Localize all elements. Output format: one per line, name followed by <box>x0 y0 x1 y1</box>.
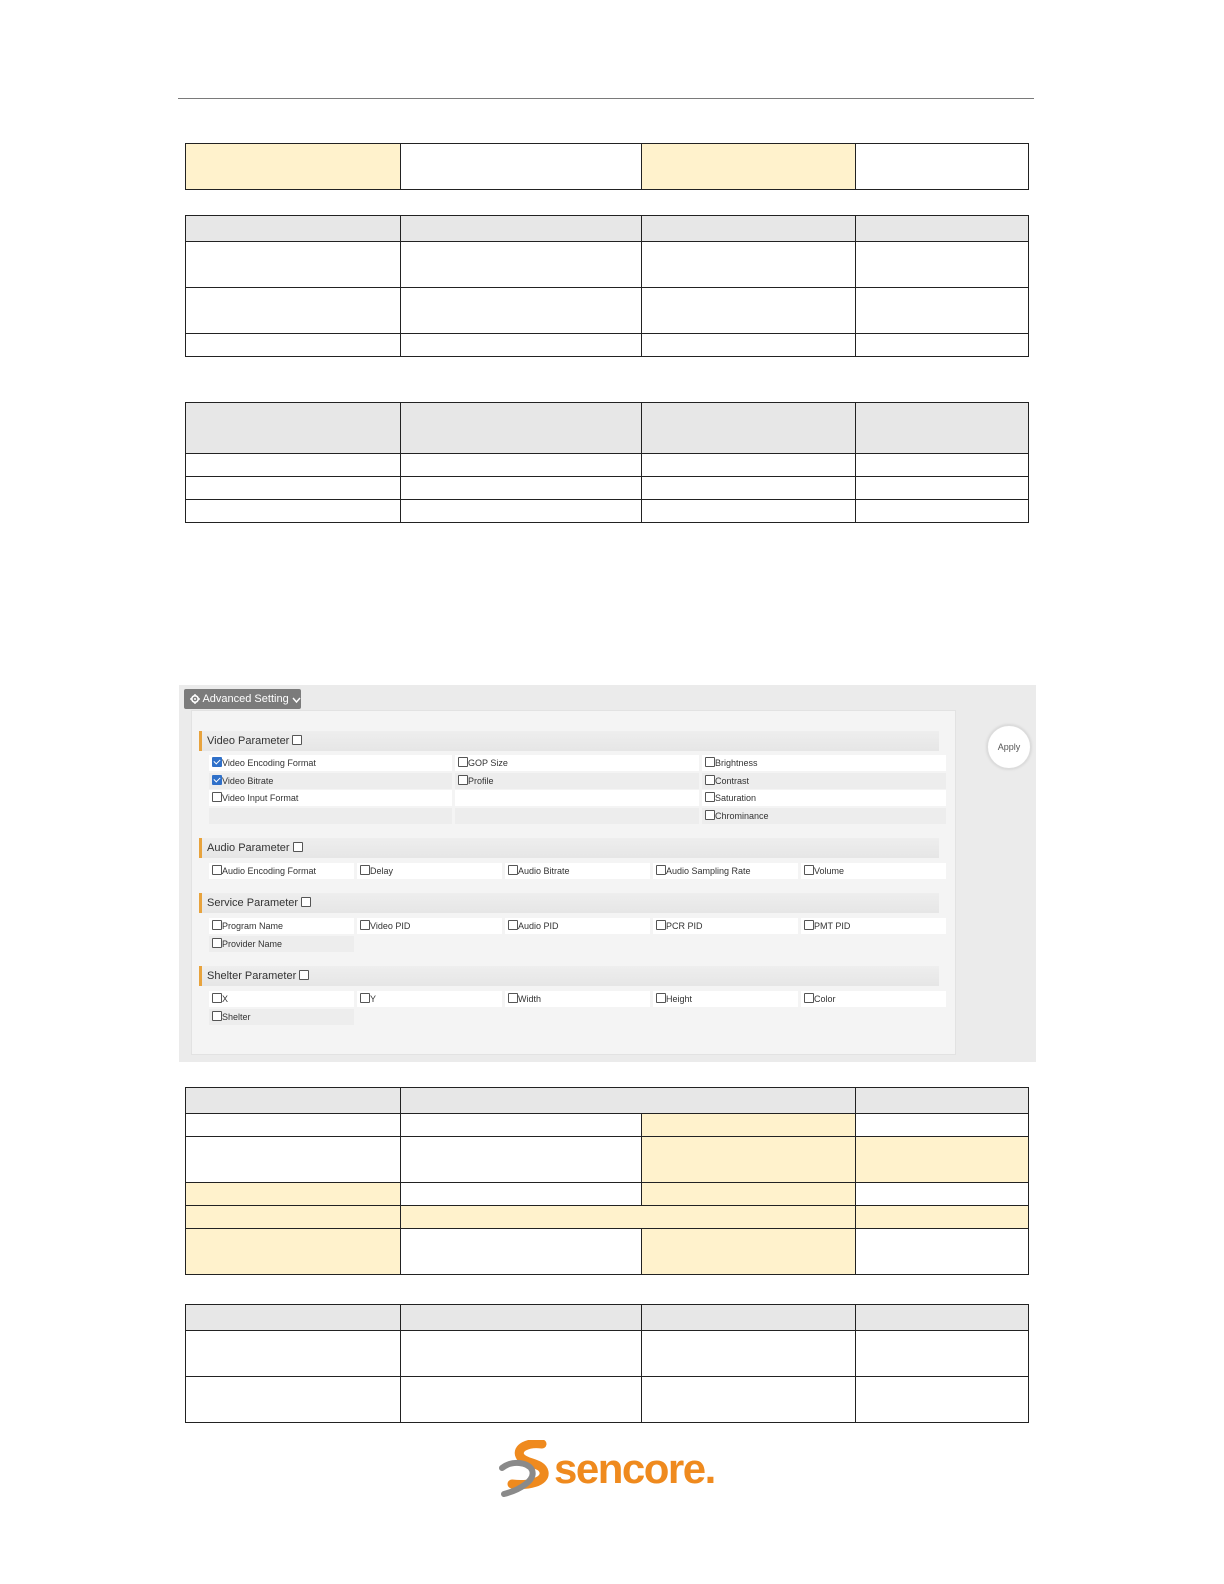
table-row <box>186 1114 1029 1137</box>
checkbox[interactable] <box>656 920 666 930</box>
video-parameter-checkbox[interactable] <box>292 735 302 745</box>
checkbox[interactable] <box>360 920 370 930</box>
checkbox[interactable] <box>804 865 814 875</box>
service-parameter-checkbox[interactable] <box>301 897 311 907</box>
checkbox-item[interactable]: Shelter <box>209 1009 354 1025</box>
checkbox-item[interactable]: PMT PID <box>801 918 946 934</box>
checkbox[interactable] <box>212 920 222 930</box>
table-row <box>186 500 1029 523</box>
table-1 <box>185 143 1029 190</box>
checkbox[interactable] <box>212 757 222 767</box>
checkbox-item[interactable]: Chrominance <box>702 808 946 824</box>
table-3 <box>185 402 1029 523</box>
video-row-4 <box>209 808 946 824</box>
checkbox[interactable] <box>458 757 468 767</box>
table-row <box>186 1229 1029 1275</box>
checkbox[interactable] <box>804 920 814 930</box>
section-title: Audio Parameter <box>207 842 290 854</box>
sencore-logo <box>498 1440 728 1500</box>
video-row-1 <box>209 755 946 771</box>
checkbox-item[interactable]: X <box>209 991 354 1007</box>
table-header-row <box>186 1305 1029 1331</box>
table-header-row <box>186 403 1029 454</box>
table-row <box>186 1331 1029 1377</box>
header-rule <box>178 98 1034 99</box>
checkbox[interactable] <box>705 775 715 785</box>
checkbox-item[interactable]: GOP Size <box>455 755 699 771</box>
checkbox-item[interactable]: Height <box>653 991 798 1007</box>
shelter-row-1 <box>209 991 946 1007</box>
checkbox-item[interactable]: Contrast <box>702 773 946 789</box>
table-row <box>186 1377 1029 1423</box>
advanced-setting-screenshot <box>179 685 1036 1062</box>
checkbox[interactable] <box>508 865 518 875</box>
shelter-row-2 <box>209 1009 946 1025</box>
checkbox[interactable] <box>212 938 222 948</box>
checkbox[interactable] <box>508 920 518 930</box>
checkbox-item[interactable]: Volume <box>801 863 946 879</box>
checkbox-item[interactable]: Width <box>505 991 650 1007</box>
empty-cell <box>209 808 452 824</box>
parameters-panel <box>191 710 956 1055</box>
service-row-1 <box>209 918 946 934</box>
checkbox-item[interactable]: Profile <box>455 773 699 789</box>
shelter-parameter-checkbox[interactable] <box>299 970 309 980</box>
table-row <box>186 334 1029 357</box>
checkbox-item[interactable]: PCR PID <box>653 918 798 934</box>
table-row <box>186 477 1029 500</box>
checkbox[interactable] <box>705 792 715 802</box>
checkbox-item[interactable]: Audio Sampling Rate <box>653 863 798 879</box>
video-row-3 <box>209 790 946 806</box>
checkbox[interactable] <box>656 993 666 1003</box>
checkbox-item[interactable]: Provider Name <box>209 936 354 952</box>
checkbox-item[interactable]: Y <box>357 991 502 1007</box>
table-row <box>186 1206 1029 1229</box>
checkbox[interactable] <box>656 865 666 875</box>
checkbox-item[interactable]: Program Name <box>209 918 354 934</box>
service-row-2 <box>209 936 946 952</box>
section-title: Shelter Parameter <box>207 970 297 982</box>
table-row <box>186 242 1029 288</box>
table-row <box>186 1137 1029 1183</box>
empty-cell <box>455 808 699 824</box>
table-row <box>186 288 1029 334</box>
table-row <box>186 1183 1029 1206</box>
checkbox-item[interactable]: Video Input Format <box>209 790 452 806</box>
checkbox[interactable] <box>508 993 518 1003</box>
checkbox-item[interactable]: Color <box>801 991 946 1007</box>
checkbox-item[interactable]: Video PID <box>357 918 502 934</box>
checkbox-item[interactable]: Saturation <box>702 790 946 806</box>
table-2 <box>185 215 1029 357</box>
table-cell <box>856 144 1029 190</box>
checkbox-item[interactable]: Audio Bitrate <box>505 863 650 879</box>
table-5 <box>185 1304 1029 1423</box>
table-header-row <box>186 216 1029 242</box>
checkbox-item[interactable]: Video Bitrate <box>209 773 452 789</box>
audio-parameter-header <box>199 838 939 858</box>
advanced-setting-button[interactable] <box>184 689 301 709</box>
service-parameter-header <box>199 893 939 913</box>
checkbox[interactable] <box>212 775 222 785</box>
video-parameter-header <box>199 731 939 751</box>
table-header-row <box>186 1088 1029 1114</box>
checkbox-item[interactable]: Audio PID <box>505 918 650 934</box>
table-4 <box>185 1087 1029 1275</box>
gear-icon <box>190 694 200 704</box>
sencore-swoosh-icon <box>498 1440 558 1500</box>
apply-button[interactable]: Apply <box>987 725 1031 769</box>
table-cell <box>642 144 856 190</box>
section-title: Service Parameter <box>207 897 299 909</box>
checkbox[interactable] <box>705 810 715 820</box>
checkbox[interactable] <box>212 865 222 875</box>
checkbox[interactable] <box>705 757 715 767</box>
checkbox[interactable] <box>804 993 814 1003</box>
checkbox-item[interactable]: Brightness <box>702 755 946 771</box>
sencore-wordmark: sencore. <box>554 1445 715 1492</box>
checkbox[interactable] <box>212 993 222 1003</box>
shelter-parameter-header <box>199 966 939 986</box>
checkbox[interactable] <box>360 865 370 875</box>
checkbox[interactable] <box>212 1011 222 1021</box>
chevron-down-icon <box>292 697 301 704</box>
checkbox[interactable] <box>212 792 222 802</box>
table-cell <box>401 144 642 190</box>
table-row <box>186 454 1029 477</box>
section-title: Video Parameter <box>207 735 290 747</box>
checkbox-item[interactable]: Video Encoding Format <box>209 755 452 771</box>
advanced-setting-label: Advanced Setting <box>202 693 289 705</box>
video-row-2 <box>209 773 946 789</box>
checkbox[interactable] <box>360 993 370 1003</box>
checkbox-item[interactable]: Audio Encoding Format <box>209 863 354 879</box>
checkbox[interactable] <box>458 775 468 785</box>
table-cell <box>186 144 401 190</box>
audio-row-1 <box>209 863 946 879</box>
empty-cell <box>455 790 699 806</box>
audio-parameter-checkbox[interactable] <box>293 842 303 852</box>
checkbox-item[interactable]: Delay <box>357 863 502 879</box>
